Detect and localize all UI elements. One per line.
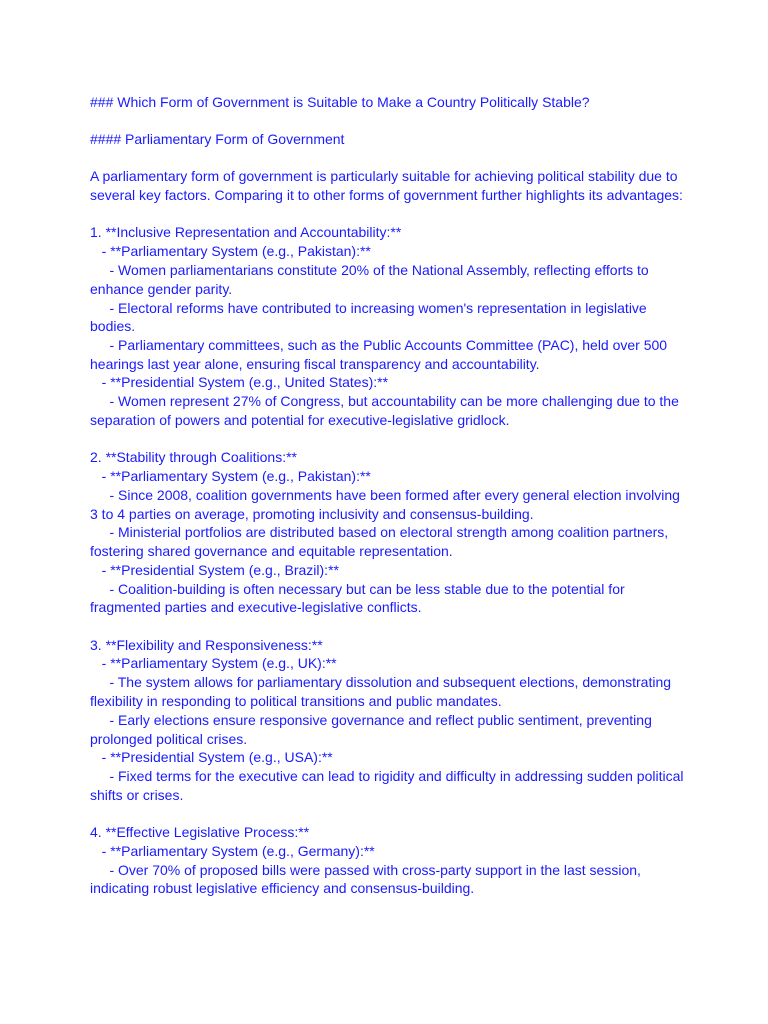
bullet-line: - Coalition-building is often necessary but can be less stable due to the potential for — [90, 581, 625, 597]
bullet-line: enhance gender parity. — [90, 281, 233, 297]
bullet-line: 3 to 4 parties on average, promoting inclusivity and consensus-building. — [90, 506, 534, 522]
section-heading: 4. **Effective Legislative Process:** — [90, 824, 310, 840]
subsection-heading: - **Presidential System (e.g., Brazil):** — [90, 562, 339, 578]
subsection-heading: - **Parliamentary System (e.g., Pakistan):** — [90, 243, 371, 259]
bullet-line: hearings last year alone, ensuring fiscal transparency and accountability. — [90, 356, 540, 372]
subsection-heading: - **Presidential System (e.g., USA):** — [90, 749, 333, 765]
subsection-heading: - **Parliamentary System (e.g., Germany):** — [90, 843, 375, 859]
subsection-heading: - **Presidential System (e.g., United States):** — [90, 374, 389, 390]
bullet-line: indicating robust legislative efficiency and consensus-building. — [90, 880, 475, 896]
bullet-line: flexibility in responding to political transitions and public mandates. — [90, 693, 502, 709]
bullet-line: - Parliamentary committees, such as the Public Accounts Committee (PAC), held over 500 — [90, 337, 668, 353]
subsection-heading: - **Parliamentary System (e.g., Pakistan):** — [90, 468, 371, 484]
bullet-line: - Women parliamentarians constitute 20% of the National Assembly, reflecting efforts to — [90, 262, 649, 278]
bullet-line: - Since 2008, coalition governments have been formed after every general election involving — [90, 487, 680, 503]
bullet-line: - Early elections ensure responsive governance and reflect public sentiment, preventing — [90, 712, 652, 728]
bullet-line: - The system allows for parliamentary dissolution and subsequent elections, demonstrating — [90, 674, 672, 690]
bullet-line: prolonged political crises. — [90, 731, 248, 747]
bullet-line: bodies. — [90, 318, 136, 334]
subsection-heading: - **Parliamentary System (e.g., UK):** — [90, 655, 337, 671]
bullet-line: fostering shared governance and equitable representation. — [90, 543, 453, 559]
heading-h4: #### Parliamentary Form of Government — [90, 131, 345, 147]
section-heading: 1. **Inclusive Representation and Accountability:** — [90, 224, 402, 240]
bullet-line: - Over 70% of proposed bills were passed with cross-party support in the last session, — [90, 862, 641, 878]
bullet-line: separation of powers and potential for executive-legislative gridlock. — [90, 412, 510, 428]
bullet-line: - Women represent 27% of Congress, but accountability can be more challenging due to the — [90, 393, 679, 409]
heading-h3: ### Which Form of Government is Suitable to Make a Country Politically Stable? — [90, 94, 590, 110]
bullet-line: - Ministerial portfolios are distributed based on electoral strength among coalition partners, — [90, 524, 669, 540]
bullet-line: shifts or crises. — [90, 787, 184, 803]
bullet-line: fragmented parties and executive-legislative conflicts. — [90, 599, 422, 615]
bullet-line: - Fixed terms for the executive can lead to rigidity and difficulty in addressing sudden political — [90, 768, 684, 784]
intro-paragraph-line: several key factors. Comparing it to other forms of government further highlights its advantages: — [90, 187, 683, 203]
intro-paragraph-line: A parliamentary form of government is particularly suitable for achieving political stability due to — [90, 168, 678, 184]
section-heading: 3. **Flexibility and Responsiveness:** — [90, 637, 323, 653]
bullet-line: - Electoral reforms have contributed to increasing women's representation in legislative — [90, 300, 647, 316]
section-heading: 2. **Stability through Coalitions:** — [90, 449, 298, 465]
